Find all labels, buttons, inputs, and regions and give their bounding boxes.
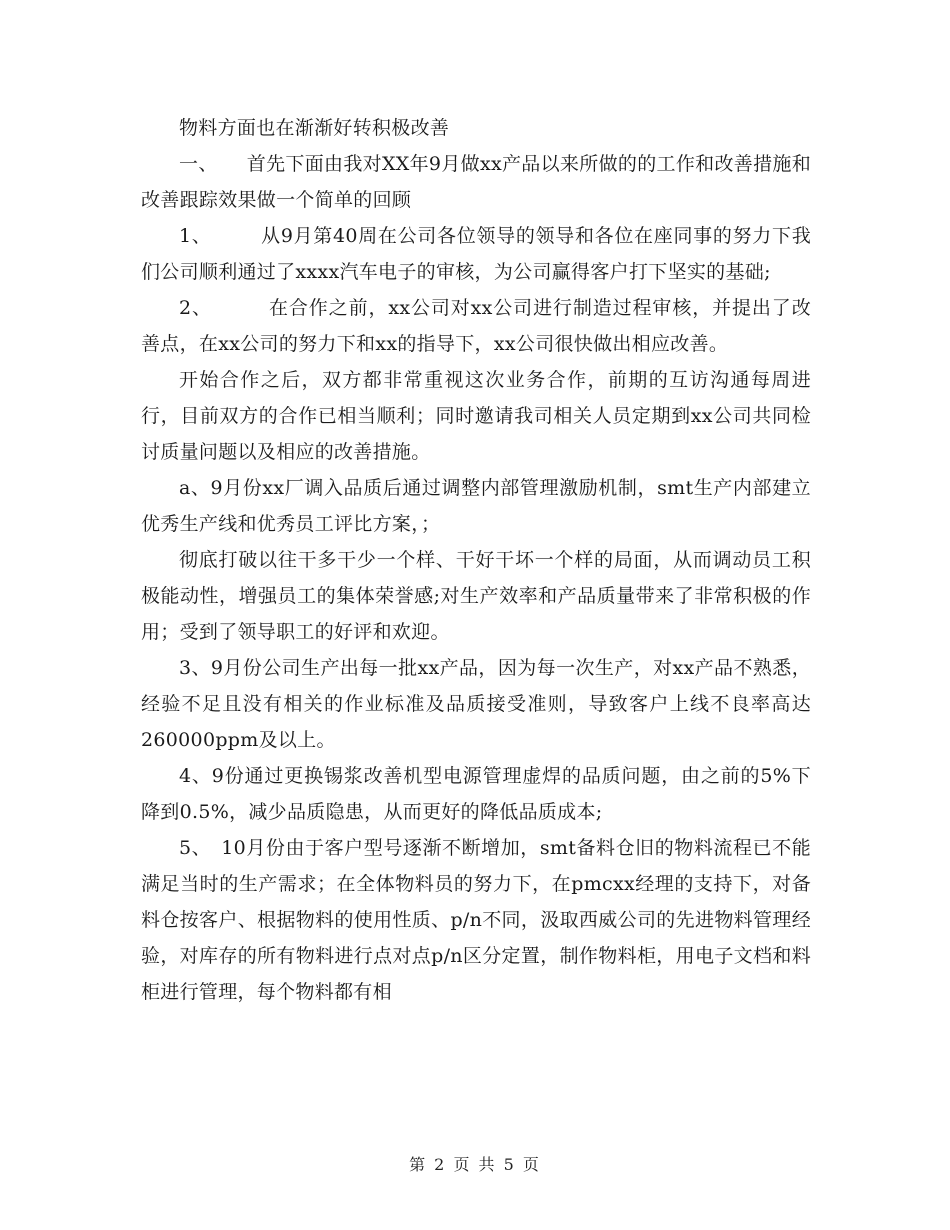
paragraph-item-3: 3、9月份公司生产出每一批xx产品，因为每一次生产，对xx产品不熟悉，经验不足且没有相关的作业标准及品质接受准则，导致客户上线不良率高达260000ppm及以上。 (141, 657, 811, 751)
paragraph-cooperation: 开始合作之后，双方都非常重视这次业务合作，前期的互访沟通每周进行，目前双方的合作已相当顺利；同时邀请我司相关人员定期到xx公司共同检讨质量问题以及相应的改善措施。 (141, 369, 811, 463)
paragraph-intro: 物料方面也在渐渐好转积极改善 (179, 117, 450, 139)
document-body (141, 110, 811, 1010)
paragraph-item-1: 1、 从9月第40周在公司各位领导的领导和各位在座同事的努力下我们公司顺利通过了xxxx汽车电子的审核，为公司赢得客户打下坚实的基础; (141, 225, 811, 283)
paragraph-item-4: 4、9份通过更换锡浆改善机型电源管理虚焊的品质问题，由之前的5%下降到0.5%，减少品质隐患，从而更好的降低品质成本; (141, 765, 811, 823)
paragraph-item-5: 5、 10月份由于客户型号逐渐不断增加，smt备料仓旧的物料流程已不能满足当时的生产需求；在全体物料员的努力下，在pmcxx经理的支持下，对备料仓按客户、根据物料的使用性质、p/n不同，汲取西威公司的先进物料管理经验，对库存的所有物料进行点对点p/n区分定置，制作物料柜，用电子文档和料柜进行管理，每个物料都有相 (141, 837, 811, 1003)
paragraph-item-2: 2、 在合作之前，xx公司对xx公司进行制造过程审核，并提出了改善点，在xx公司的努力下和xx的指导下，xx公司很快做出相应改善。 (141, 297, 811, 355)
page-number-footer: 第 2 页 共 5 页 (409, 1155, 541, 1174)
paragraph-motivation: 彻底打破以往干多干少一个样、干好干坏一个样的局面，从而调动员工积极能动性，增强员工的集体荣誉感;对生产效率和产品质量带来了非常积极的作用；受到了领导职工的好评和欢迎。 (141, 549, 811, 643)
paragraph-section-one: 一、 首先下面由我对XX年9月做xx产品以来所做的的工作和改善措施和改善跟踪效果做一个简单的回顾 (141, 153, 811, 211)
paragraph-item-a: a、9月份xx厂调入品质后通过调整内部管理激励机制，smt生产内部建立优秀生产线和优秀员工评比方案，； (141, 477, 811, 535)
